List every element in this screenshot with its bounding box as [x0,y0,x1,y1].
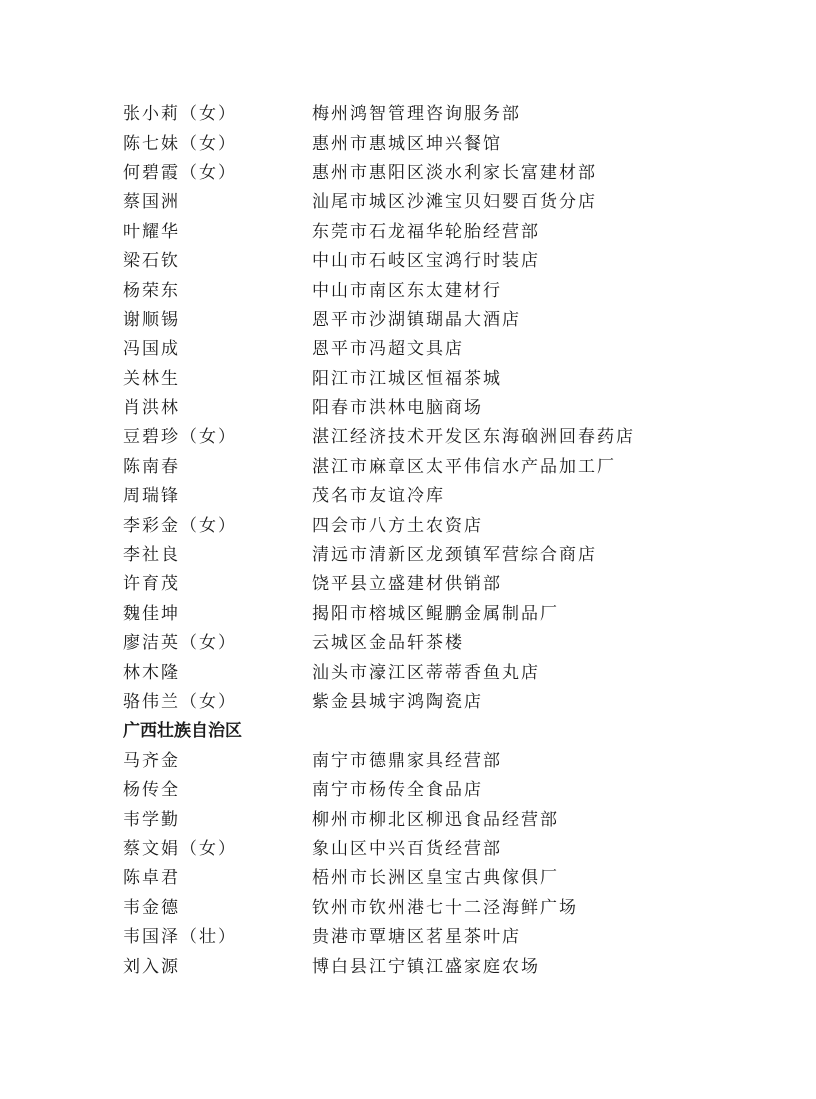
list-item [123,215,723,244]
list-item [123,185,723,214]
list-item [123,655,723,684]
list-item [123,362,723,391]
list-item [123,391,723,420]
list-item [123,538,723,567]
organization-name: 象山区中兴百货经营部 [312,838,502,859]
list-item [123,832,723,861]
list-item [123,802,723,831]
person-name: 韦国泽（壮） [123,927,237,948]
person-name: 骆伟兰（女） [123,692,237,712]
organization-name: 惠州市惠城区坤兴餐馆 [312,133,502,154]
person-name: 何碧霞（女） [123,162,237,183]
organization-name: 湛江市麻章区太平伟信水产品加工厂 [312,456,616,477]
organization-name: 阳春市洪林电脑商场 [312,398,483,419]
organization-name: 惠州市惠阳区淡水利家长富建材部 [312,162,597,183]
organization-name: 恩平市沙湖镇瑚晶大酒店 [312,309,521,330]
person-name: 谢顺锡 [123,309,180,330]
organization-name: 茂名市友谊冷库 [312,486,445,507]
person-name: 陈卓君 [123,868,180,889]
list-item [123,273,723,302]
person-name: 关林生 [123,368,180,389]
organization-name: 南宁市德鼎家具经营部 [312,750,502,771]
list-item [123,773,723,802]
organization-name: 钦州市钦州港七十二泾海鲜广场 [312,897,578,918]
organization-name: 恩平市冯超文具店 [312,339,464,360]
list-item [123,744,723,773]
list-item [123,97,723,126]
person-name: 陈南春 [123,456,180,477]
person-name: 廖洁英（女） [123,633,237,654]
organization-name: 清远市清新区龙颈镇军营综合商店 [312,545,597,566]
person-name: 陈七妹（女） [123,133,237,154]
person-name: 杨荣东 [123,280,180,301]
list-item [123,450,723,479]
person-name: 许育茂 [123,574,180,595]
person-name: 张小莉（女） [123,104,237,125]
person-name: 韦金德 [123,897,180,918]
list-item [123,949,723,978]
list-item [123,685,723,714]
person-name: 周瑞锋 [123,486,180,507]
organization-name: 中山市石岐区宝鸿行时装店 [312,251,540,272]
list-item [123,861,723,890]
person-name: 李彩金（女） [123,515,237,536]
organization-name: 柳州市柳北区柳迅食品经营部 [312,809,559,830]
person-name: 蔡文娟（女） [123,838,237,859]
list-item [123,156,723,185]
list-item [123,303,723,332]
organization-name: 博白县江宁镇江盛家庭农场 [312,956,540,977]
person-name: 冯国成 [123,339,180,360]
list-item [123,626,723,655]
organization-name: 湛江经济技术开发区东海硇洲回春药店 [312,427,635,448]
person-name: 蔡国洲 [123,192,180,213]
person-name: 杨传全 [123,780,180,801]
list-item [123,597,723,626]
organization-name: 梅州鸿智管理咨询服务部 [312,104,521,125]
organization-name: 揭阳市榕城区鲲鹏金属制品厂 [312,603,559,624]
person-name: 肖洪林 [123,398,180,419]
organization-name: 四会市八方土农资店 [312,515,483,536]
list-item [123,244,723,273]
person-name: 刘入源 [123,956,180,977]
person-name: 林木隆 [123,662,180,683]
organization-name: 紫金县城宇鸿陶瓷店 [312,692,483,712]
organization-name: 贵港市覃塘区茗星茶叶店 [312,927,521,948]
organization-name: 汕头市濠江区蒂蒂香鱼丸店 [312,662,540,683]
list-item [123,891,723,920]
list-item [123,920,723,949]
person-name: 豆碧珍（女） [123,427,237,448]
person-name: 梁石钦 [123,251,180,272]
person-name: 魏佳坤 [123,603,180,624]
organization-name: 东莞市石龙福华轮胎经营部 [312,221,540,242]
organization-name: 南宁市杨传全食品店 [312,780,483,801]
list-item [123,567,723,596]
list-item [123,332,723,361]
organization-name: 饶平县立盛建材供销部 [312,574,502,595]
person-name: 叶耀华 [123,221,180,242]
person-name: 韦学勤 [123,809,180,830]
list-item [123,126,723,155]
region-heading: 广西壮族自治区 [123,721,242,742]
list-item [123,420,723,449]
list-item [123,479,723,508]
organization-name: 云城区金品轩茶楼 [312,633,464,654]
honoree-list [123,97,723,979]
organization-name: 中山市南区东太建材行 [312,280,502,301]
organization-name: 汕尾市城区沙滩宝贝妇婴百货分店 [312,192,597,213]
person-name: 李社良 [123,545,180,566]
person-name: 马齐金 [123,750,180,771]
organization-name: 阳江市江城区恒福茶城 [312,368,502,389]
organization-name: 梧州市长洲区皇宝古典傢俱厂 [312,868,559,889]
list-item [123,508,723,537]
